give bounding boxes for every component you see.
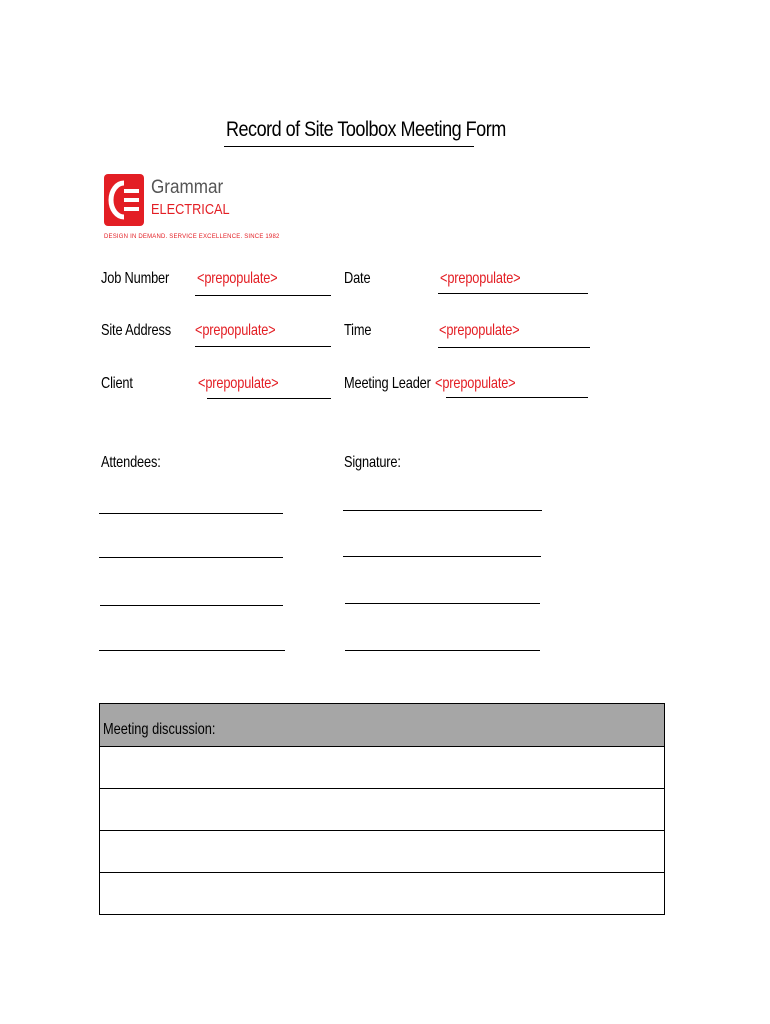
signature-line[interactable] bbox=[345, 650, 540, 651]
meeting-discussion-table bbox=[99, 703, 665, 915]
signature-label: Signature: bbox=[344, 454, 401, 471]
title-underline bbox=[224, 146, 474, 147]
time-value[interactable]: <prepopulate> bbox=[439, 322, 520, 339]
client-value[interactable]: <prepopulate> bbox=[198, 375, 279, 392]
meeting-discussion-label: Meeting discussion: bbox=[103, 721, 216, 738]
meeting-leader-line bbox=[446, 397, 588, 398]
logo-brand-name: Grammar bbox=[151, 177, 224, 198]
discussion-row[interactable] bbox=[100, 873, 664, 914]
job-number-label: Job Number bbox=[101, 270, 170, 287]
site-address-line bbox=[195, 346, 331, 347]
attendee-line[interactable] bbox=[100, 605, 283, 606]
time-line bbox=[438, 347, 590, 348]
job-number-value[interactable]: <prepopulate> bbox=[197, 270, 278, 287]
signature-line[interactable] bbox=[345, 603, 540, 604]
logo-tagline: DESIGN IN DEMAND. SERVICE EXCELLENCE. SINCE 1982 bbox=[104, 234, 280, 240]
date-value[interactable]: <prepopulate> bbox=[440, 270, 521, 287]
logo-mark-icon bbox=[104, 174, 144, 226]
meeting-leader-value[interactable]: <prepopulate> bbox=[435, 375, 516, 392]
discussion-row[interactable] bbox=[100, 831, 664, 873]
site-address-label: Site Address bbox=[101, 322, 171, 339]
job-number-line bbox=[195, 295, 331, 296]
date-label: Date bbox=[344, 270, 371, 287]
site-address-value[interactable]: <prepopulate> bbox=[195, 322, 276, 339]
attendee-line[interactable] bbox=[99, 513, 283, 514]
meeting-discussion-header bbox=[100, 704, 664, 747]
logo-brand-subtitle: ELECTRICAL bbox=[151, 201, 230, 218]
discussion-row[interactable] bbox=[100, 747, 664, 789]
attendees-label: Attendees: bbox=[101, 454, 161, 471]
discussion-row[interactable] bbox=[100, 789, 664, 831]
signature-line[interactable] bbox=[343, 510, 542, 511]
company-logo bbox=[104, 174, 280, 244]
form-title: Record of Site Toolbox Meeting Form bbox=[226, 118, 506, 141]
date-line bbox=[438, 293, 588, 294]
signature-line[interactable] bbox=[343, 556, 541, 557]
attendee-line[interactable] bbox=[99, 557, 283, 558]
client-label: Client bbox=[101, 375, 133, 392]
client-line bbox=[207, 398, 331, 399]
meeting-leader-label: Meeting Leader bbox=[344, 375, 431, 392]
attendee-line[interactable] bbox=[99, 650, 285, 651]
time-label: Time bbox=[344, 322, 372, 339]
